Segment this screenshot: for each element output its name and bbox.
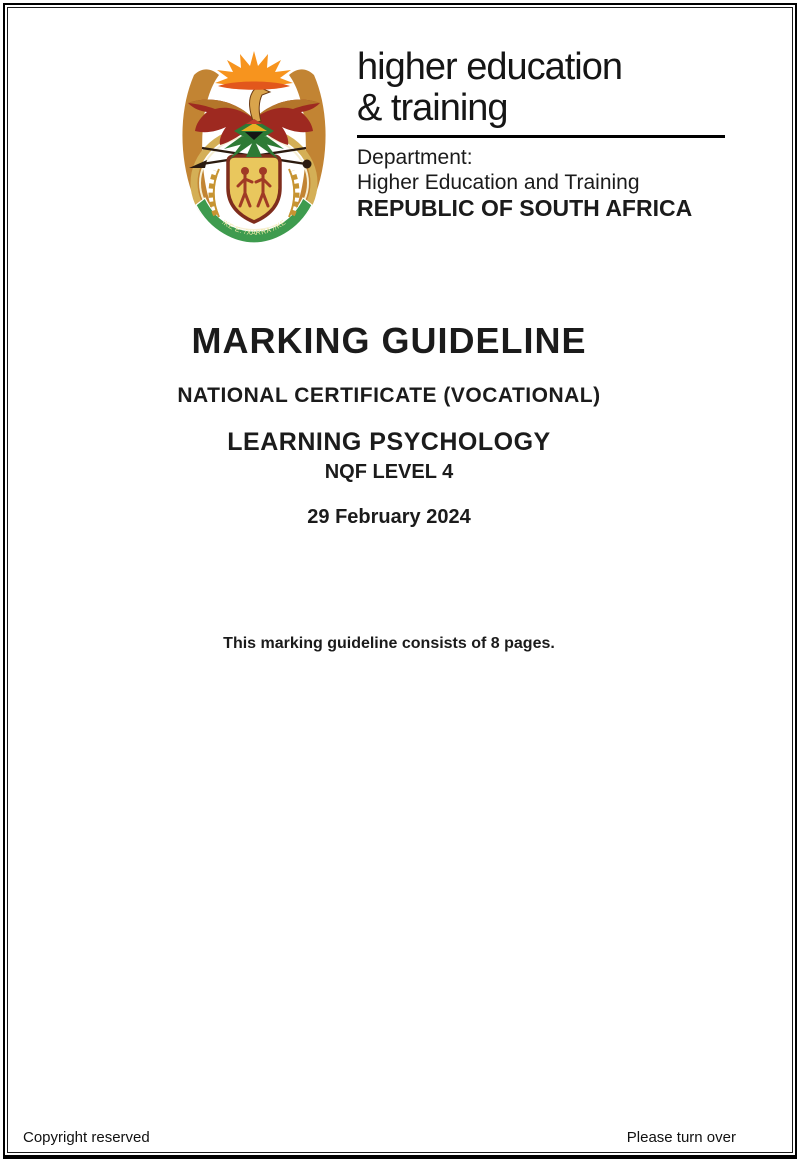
coat-of-arms-icon xyxy=(174,45,334,245)
exam-date: 29 February 2024 xyxy=(307,506,471,528)
inner-border xyxy=(7,7,793,1153)
logo-wordmark-line1: higher education xyxy=(357,46,622,88)
department-name: Higher Education and Training xyxy=(357,171,640,194)
logo-text-block xyxy=(357,45,725,221)
certificate-line: NATIONAL CERTIFICATE (VOCATIONAL) xyxy=(177,384,601,407)
department-label: Department: xyxy=(357,146,473,169)
page-title: MARKING GUIDELINE xyxy=(191,320,587,361)
outer-border xyxy=(3,3,797,1159)
turn-over-text: Please turn over xyxy=(626,1129,736,1146)
page-footer xyxy=(23,1129,736,1146)
emblem-sun xyxy=(215,51,293,90)
copyright-text: Copyright reserved xyxy=(23,1129,150,1146)
emblem-shield xyxy=(228,156,280,222)
pages-note: This marking guideline consists of 8 pages. xyxy=(223,635,555,652)
logo-divider-rule xyxy=(357,135,725,138)
nqf-level: NQF LEVEL 4 xyxy=(324,461,454,483)
dhet-logo xyxy=(174,45,725,245)
country-name: REPUBLIC OF SOUTH AFRICA xyxy=(357,195,693,221)
logo-wordmark xyxy=(357,47,725,129)
subject-title: LEARNING PSYCHOLOGY xyxy=(227,428,551,456)
emblem-motto: !KE E: /XARRA //KE xyxy=(220,219,288,238)
logo-wordmark-line2: & training xyxy=(357,87,508,129)
